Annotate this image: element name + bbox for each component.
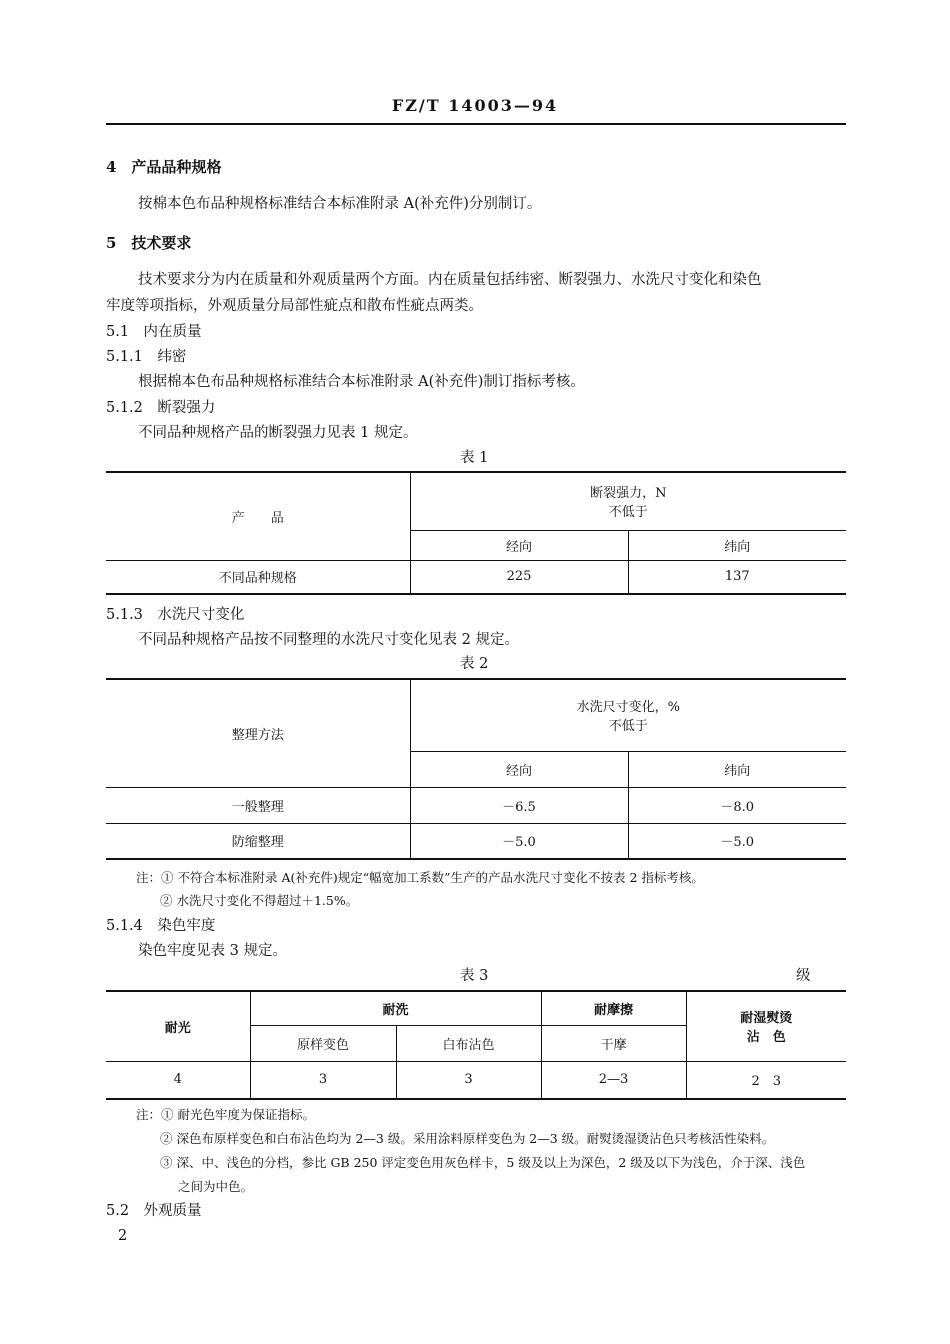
table-3-dry-value: 2—3 bbox=[541, 1061, 686, 1099]
table-3-note-3-cont: 之间为中色。 bbox=[178, 1179, 254, 1194]
table-2-row-warp: －6.5 bbox=[410, 787, 628, 823]
table-2-change-min: 不低于 bbox=[608, 719, 648, 735]
page-number: 2 bbox=[118, 1228, 128, 1244]
table-3-press-sub: 沾 色 bbox=[746, 1030, 786, 1046]
table-3-caption: 表 3 bbox=[460, 968, 489, 984]
table-1-row-weft: 137 bbox=[628, 560, 846, 594]
section-5-1-1-text: 根据棉本色布品种规格标准结合本标准附录 A(补充件)制订指标考核。 bbox=[138, 374, 585, 390]
section-4-title: 4 产品品种规格 bbox=[106, 158, 222, 176]
table-2-change-header bbox=[410, 679, 846, 751]
table-1-strength-header bbox=[410, 472, 846, 530]
table-3 bbox=[106, 990, 846, 1100]
table-2-method-header: 整理方法 bbox=[106, 679, 410, 787]
table-3-note-3: ③ 深、中、浅色的分档，参比 GB 250 评定变色用灰色样卡，5 级及以上为深色，2 级及以下为浅色，介于深、浅色 bbox=[160, 1155, 806, 1170]
table-1-row-warp: 225 bbox=[410, 560, 628, 594]
table-3-press-value: 2 3 bbox=[686, 1061, 846, 1099]
standard-number-header: FZ/T 14003—94 bbox=[391, 96, 559, 115]
table-3-light-header: 耐光 bbox=[106, 991, 250, 1061]
table-3-press-header bbox=[686, 991, 846, 1061]
header-rule bbox=[106, 123, 846, 125]
table-2-row-name: 防缩整理 bbox=[106, 823, 410, 859]
section-5-title: 5 技术要求 bbox=[106, 234, 192, 252]
section-5-text-line1: 技术要求分为内在质量和外观质量两个方面。内在质量包括纬密、断裂强力、水洗尺寸变化和染色 bbox=[138, 272, 762, 288]
table-2-note-2: ② 水洗尺寸变化不得超过＋1.5%。 bbox=[160, 893, 359, 908]
table-2-row-weft: －8.0 bbox=[628, 787, 846, 823]
table-3-stain-value: 3 bbox=[396, 1061, 541, 1099]
table-2-row-warp: －5.0 bbox=[410, 823, 628, 859]
table-3-rub-header: 耐摩擦 bbox=[541, 991, 686, 1025]
table-2-row-name: 一般整理 bbox=[106, 787, 410, 823]
section-5-1-4-text: 染色牢度见表 3 规定。 bbox=[138, 943, 287, 959]
section-5-1-2-title: 5.1.2 断裂强力 bbox=[106, 400, 216, 416]
section-5-1-4-title: 5.1.4 染色牢度 bbox=[106, 918, 216, 934]
table-3-change-header: 原样变色 bbox=[250, 1025, 396, 1061]
section-5-text-line2: 牢度等项指标，外观质量分局部性疵点和散布性疵点两类。 bbox=[106, 298, 483, 314]
table-1-caption: 表 1 bbox=[460, 450, 489, 466]
table-1-strength-min: 不低于 bbox=[608, 505, 648, 521]
table-1-row-name: 不同品种规格 bbox=[106, 560, 410, 594]
table-2-warp-header: 经向 bbox=[410, 751, 628, 787]
section-5-1-2-text: 不同品种规格产品的断裂强力见表 1 规定。 bbox=[138, 425, 418, 441]
table-1-warp-header: 经向 bbox=[410, 530, 628, 560]
section-5-1-3-title: 5.1.3 水洗尺寸变化 bbox=[106, 607, 245, 623]
table-3-note-1: 注：① 耐光色牢度为保证指标。 bbox=[136, 1107, 315, 1122]
table-2 bbox=[106, 678, 846, 860]
table-1-product-header: 产 品 bbox=[106, 472, 410, 560]
table-2-change-label: 水洗尺寸变化，% bbox=[576, 700, 680, 716]
table-1-strength-label: 断裂强力，N bbox=[590, 486, 667, 502]
section-5-2-title: 5.2 外观质量 bbox=[106, 1203, 202, 1219]
table-3-dry-header: 干摩 bbox=[541, 1025, 686, 1061]
table-3-change-value: 3 bbox=[250, 1061, 396, 1099]
table-2-weft-header: 纬向 bbox=[628, 751, 846, 787]
table-1-weft-header: 纬向 bbox=[628, 530, 846, 560]
table-3-wash-header: 耐洗 bbox=[250, 991, 541, 1025]
section-5-1-1-title: 5.1.1 纬密 bbox=[106, 349, 187, 365]
table-3-note-2: ② 深色布原样变色和白布沾色均为 2—3 级。采用涂料原样变色为 2—3 级。耐熨烫湿烫沾色只考核活性染料。 bbox=[160, 1131, 775, 1146]
table-1 bbox=[106, 471, 846, 595]
table-2-note-1: 注：① 不符合本标准附录 A(补充件)规定“幅宽加工系数”生产的产品水洗尺寸变化不按表 2 指标考核。 bbox=[136, 870, 704, 885]
table-2-row-weft: －5.0 bbox=[628, 823, 846, 859]
table-3-stain-header: 白布沾色 bbox=[396, 1025, 541, 1061]
table-3-light-value: 4 bbox=[106, 1061, 250, 1099]
table-2-caption: 表 2 bbox=[460, 656, 489, 672]
section-5-1-title: 5.1 内在质量 bbox=[106, 324, 202, 340]
table-3-unit: 级 bbox=[796, 968, 811, 984]
table-3-press-label: 耐湿熨烫 bbox=[740, 1011, 793, 1027]
section-5-1-3-text: 不同品种规格产品按不同整理的水洗尺寸变化见表 2 规定。 bbox=[138, 632, 519, 648]
section-4-text: 按棉本色布品种规格标准结合本标准附录 A(补充件)分别制订。 bbox=[138, 196, 542, 212]
